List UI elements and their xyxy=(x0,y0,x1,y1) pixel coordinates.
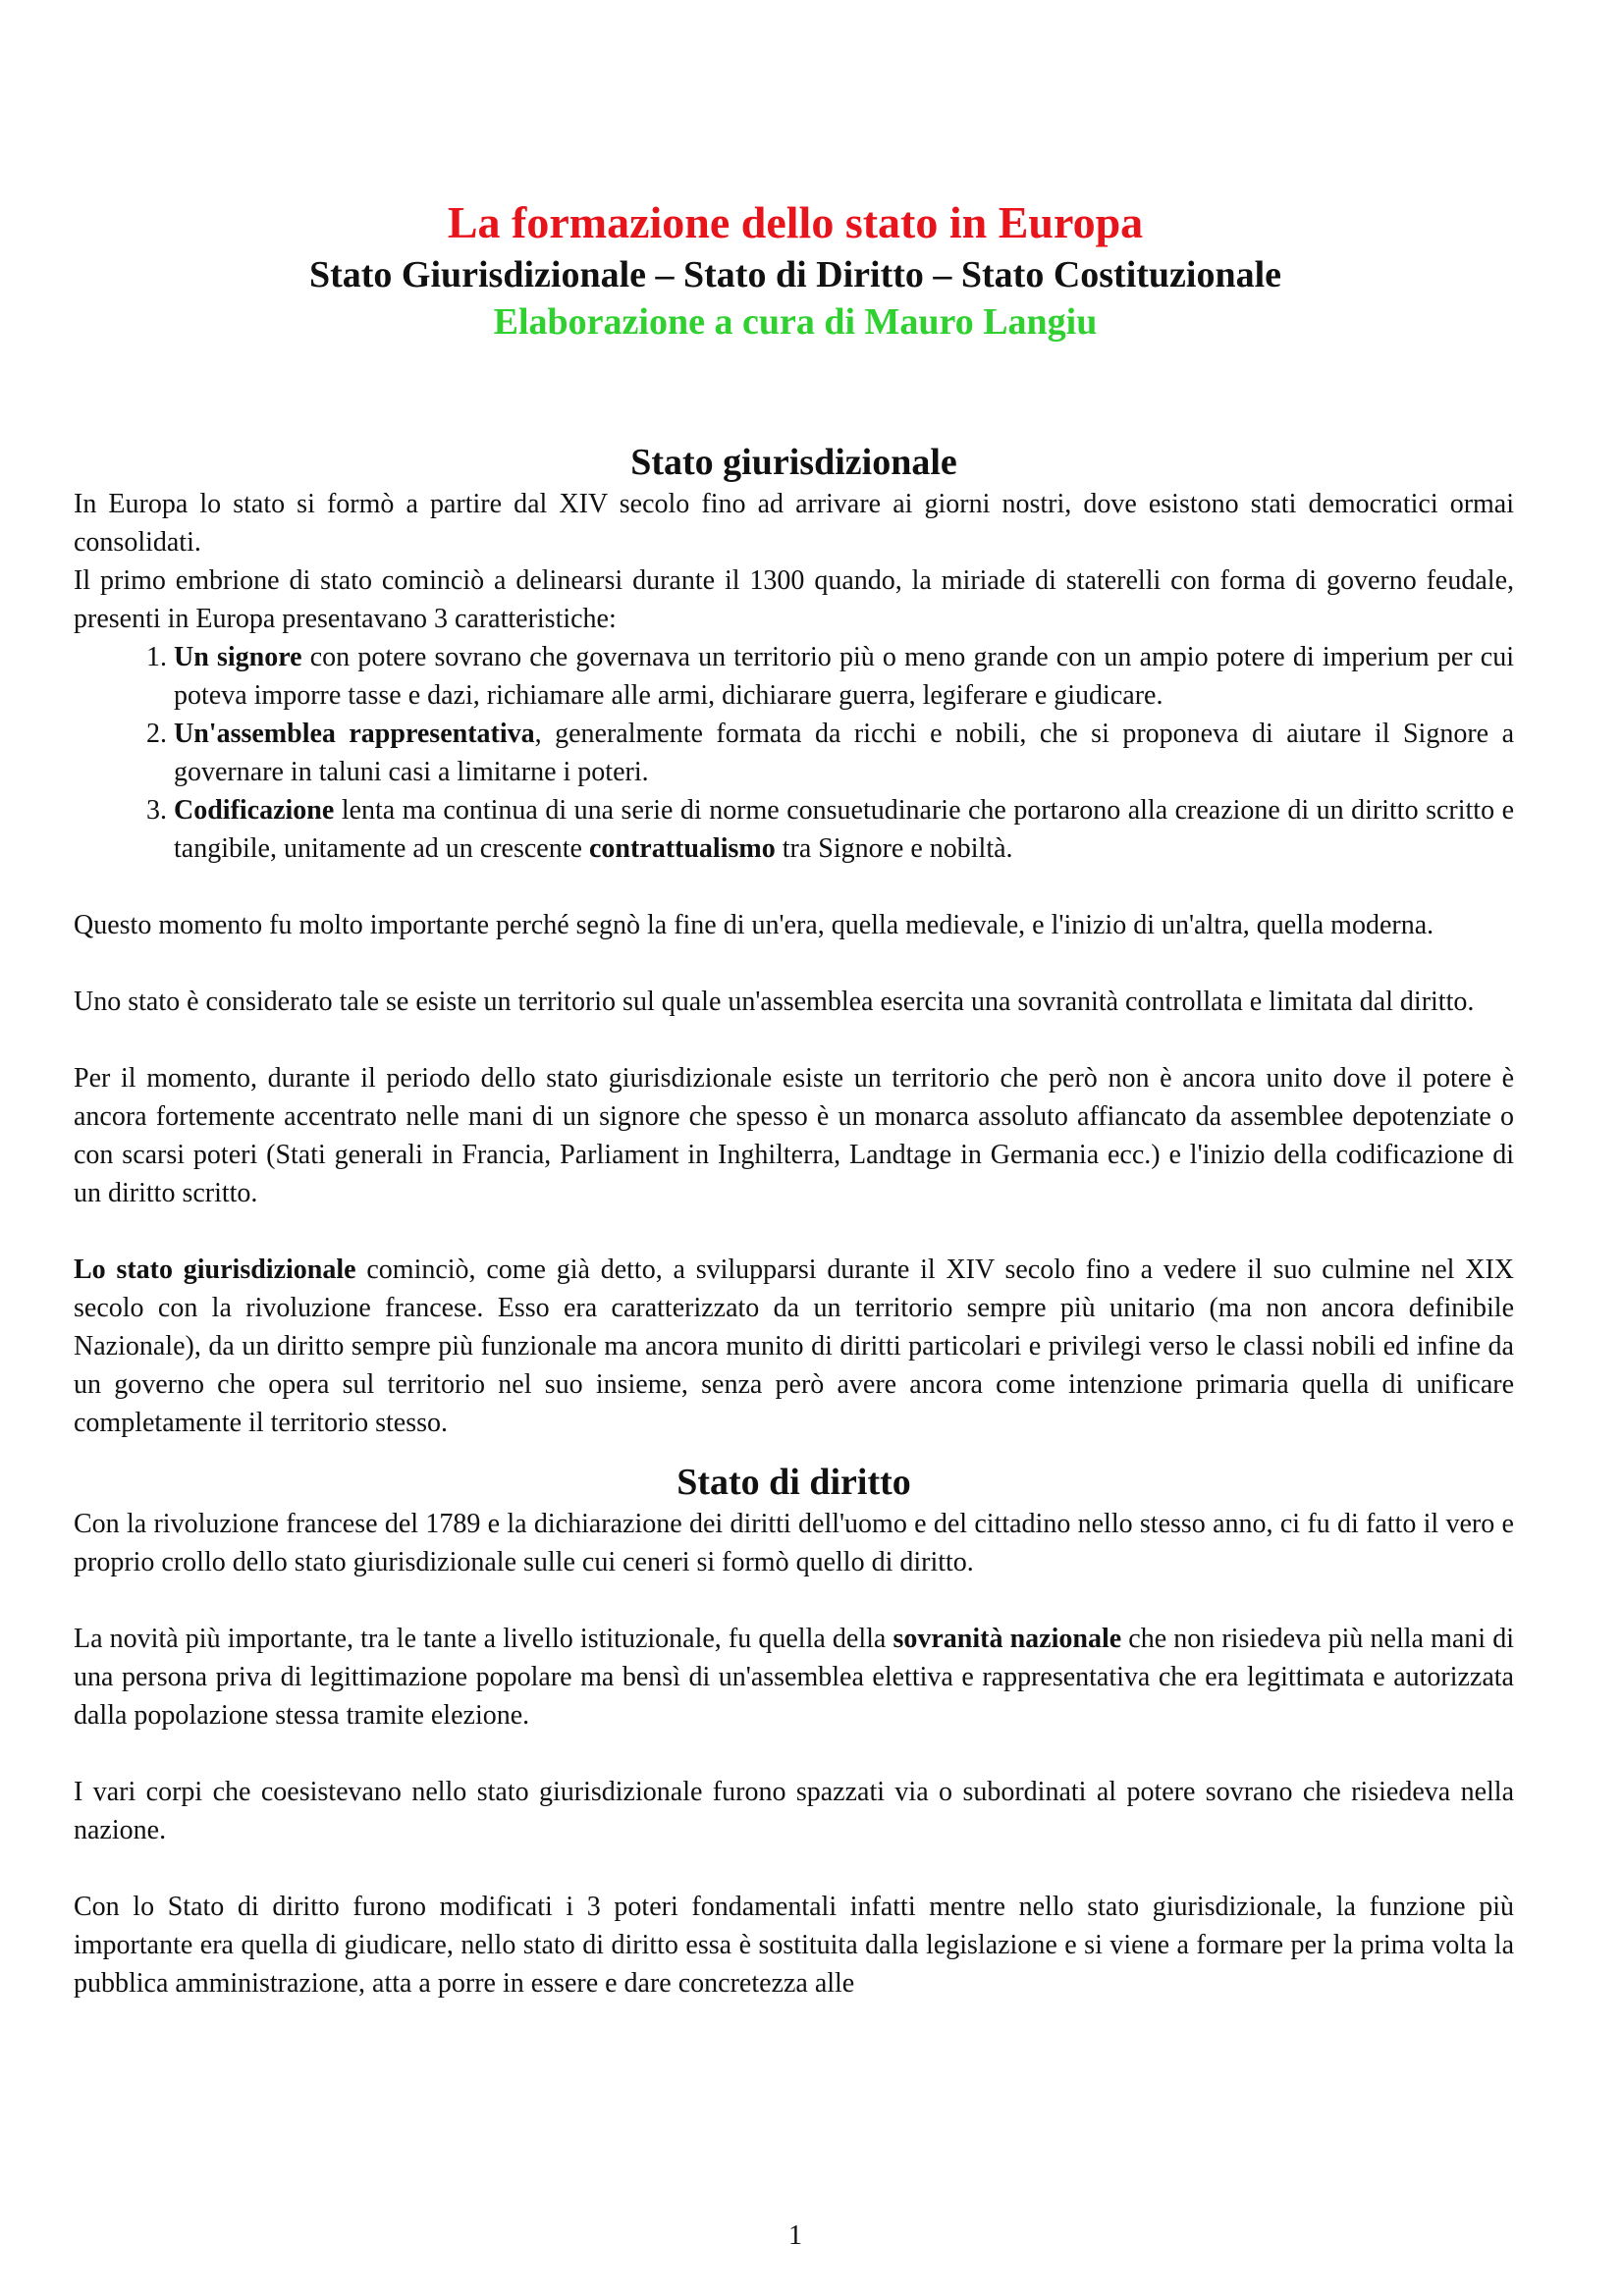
list-item-text: lenta ma continua di una serie di norme consuetudinarie che portarono alla creazione di un diritto scritto e tangibile, unitamente ad un crescente xyxy=(174,795,1514,864)
section-heading-stato-giurisdizionale: Stato giurisdizionale xyxy=(630,442,957,483)
list-item-keyword: Codificazione xyxy=(174,795,335,826)
paragraph xyxy=(74,1620,1514,1735)
paragraph xyxy=(74,1251,1514,1442)
list-item-text: con potere sovrano che governava un territorio più o meno grande con un ampio potere di imperium per cui poteva imporre tasse e dazi, richiamare alle armi, dichiarare guerra, legiferare e giudicare. xyxy=(174,642,1514,711)
list-item xyxy=(174,715,1514,791)
paragraph: I vari corpi che coesistevano nello stato giurisdizionale furono spazzati via o subordinati al potere sovrano che risiedeva nella nazione. xyxy=(74,1777,1514,1845)
paragraph: Il primo embrione di stato cominciò a delinearsi durante il 1300 quando, la miriade di staterelli con forma di governo feudale, presenti in Europa presentavano 3 caratteristiche: xyxy=(74,565,1514,634)
document-body xyxy=(74,440,1514,2002)
list-item-keyword: contrattualismo xyxy=(588,833,776,864)
paragraph: Per il momento, durante il periodo dello stato giurisdizionale esiste un territorio che però non è ancora unito dove il potere è ancora fortemente accentrato nelle mani di un signore che spesso è un monarca assoluto affiancato da assemblee depotenziate o con scarsi poteri (Stati generali in Francia, Parliament in Inghilterra, Landtage in Germania ecc.) e l'inizio della codificazione di un diritto scritto. xyxy=(74,1063,1514,1208)
list-item xyxy=(174,638,1514,715)
paragraph: Uno stato è considerato tale se esiste un territorio sul quale un'assemblea esercita una sovranità controllata e limitata dal diritto. xyxy=(74,987,1475,1017)
paragraph-keyword: sovranità nazionale xyxy=(893,1624,1122,1654)
paragraph-text: La novità più importante, tra le tante a livello istituzionale, fu quella della xyxy=(74,1624,893,1654)
document-author: Elaborazione a cura di Mauro Langiu xyxy=(493,301,1098,343)
paragraph: Questo momento fu molto importante perché segnò la fine di un'era, quella medievale, e l'inizio di un'altra, quella moderna. xyxy=(74,910,1434,940)
characteristics-list xyxy=(74,638,1514,868)
list-item-text: , generalmente formata da ricchi e nobili, che si proponeva di aiutare il Signore a governare in taluni casi a limitarne i poteri. xyxy=(174,719,1514,787)
paragraph: Con la rivoluzione francese del 1789 e la dichiarazione dei diritti dell'uomo e del cittadino nello stesso anno, ci fu di fatto il vero e proprio crollo dello stato giurisdizionale sulle cui ceneri si formò quello di diritto. xyxy=(74,1509,1514,1577)
list-item-text: tra Signore e nobiltà. xyxy=(775,833,1013,864)
document-title: La formazione dello stato in Europa xyxy=(447,197,1144,247)
paragraph: In Europa lo stato si formò a partire dal XIV secolo fino ad arrivare ai giorni nostri, dove esistono stati democratici ormai consolidati. xyxy=(74,489,1514,558)
section-heading-stato-di-diritto: Stato di diritto xyxy=(676,1462,911,1503)
paragraph-text: cominciò, come già detto, a svilupparsi durante il XIV secolo fino a vedere il suo culmine nel XIX secolo con la rivoluzione francese. Esso era caratterizzato da un territorio sempre più unitario (ma non ancora definibile Nazionale), da un diritto sempre più funzionale ma ancora munito di diritti particolari e privilegi verso le classi nobili ed infine da un governo che opera sul territorio nel suo insieme, senza però avere ancora come intenzione primaria quella di unificare completamente il territorio stesso. xyxy=(74,1255,1514,1438)
list-item-keyword: Un'assemblea rappresentativa xyxy=(174,719,535,749)
document-subtitle: Stato Giurisdizionale – Stato di Diritto – Stato Costituzionale xyxy=(308,254,1282,295)
paragraph: Con lo Stato di diritto furono modificati i 3 poteri fondamentali infatti mentre nello stato giurisdizionale, la funzione più importante era quella di giudicare, nello stato di diritto essa è sostituita dalla legislazione e si viene a formare per la prima volta la pubblica amministrazione, atta a porre in essere e dare concretezza alle xyxy=(74,1892,1514,1999)
paragraph-keyword: Lo stato giurisdizionale xyxy=(74,1255,356,1285)
page-number: 1 xyxy=(788,2220,802,2251)
document-header xyxy=(0,194,1591,346)
list-item-keyword: Un signore xyxy=(174,642,302,672)
paragraph-text: che non risiedeva più nella mani di una persona priva di legittimazione popolare ma bensì di un'assemblea elettiva e rappresentativa che era legittimata e autorizzata dalla popolazione stessa tramite elezione. xyxy=(74,1624,1514,1731)
list-item xyxy=(174,791,1514,868)
